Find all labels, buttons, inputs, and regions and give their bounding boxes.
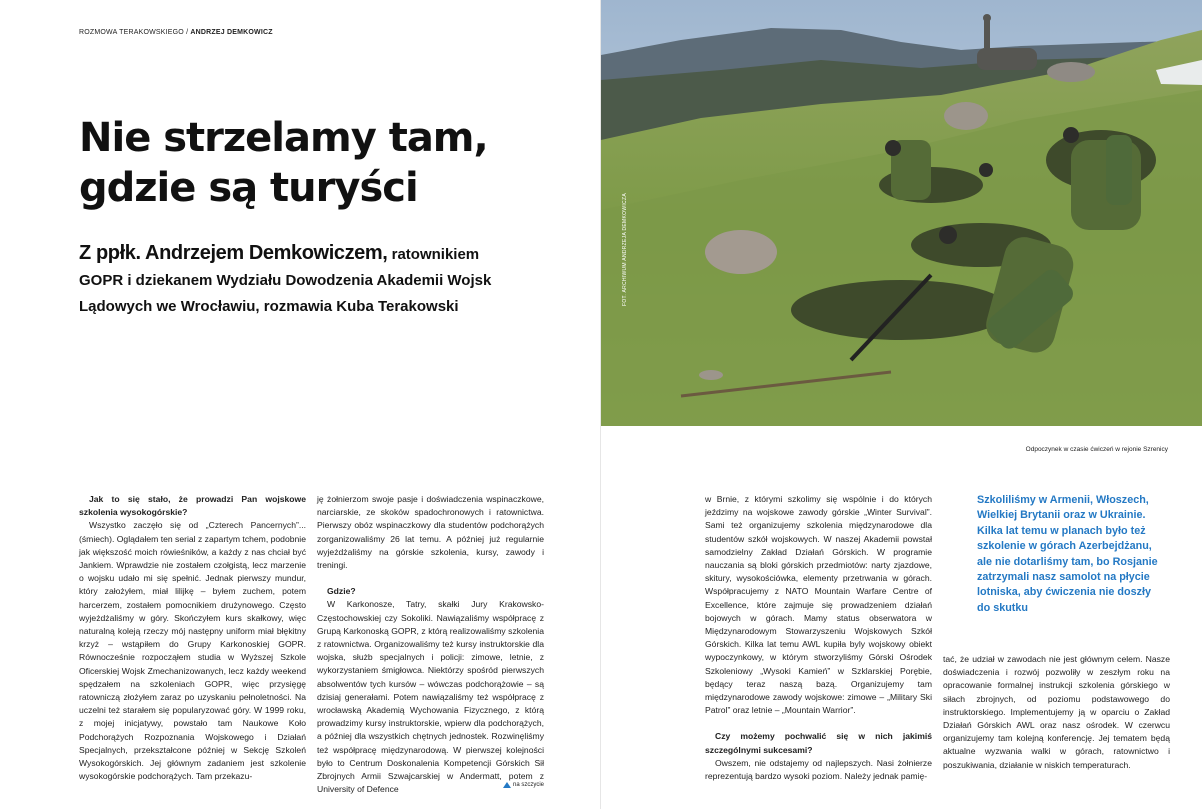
folio xyxy=(503,782,544,788)
text-column-3 xyxy=(705,493,932,783)
running-head xyxy=(79,29,273,36)
interview-question: Jak to się stało, że prowadzi Pan wojskowe szkolenia wysokogórskie? xyxy=(79,494,306,518)
article-photo xyxy=(601,0,1202,426)
interview-answer: Wszystko zaczęło się od „Czterech Pancernych”... (śmiech). Oglądałem ten serial z zapartym tchem, podobnie jak większość moich rówieśników, a każdy z nas chciał być Jankiem. Wprawdzie nie zostałem czołgistą, lecz marzenie o wojsku udało mi się spełnić. Jednak pierwszy mundur, który założyłem, miał lilijkę – byłem zuchem, potem harcerzem, zostałem pomocnikiem drużynowego. Często wyjeżdżaliśmy w góry. Skończyłem kurs skałkowy, więc naturalną koleją rzeczy mój następny uniform miał błękitny krzyż – wstąpiłem do Grupy Karkonoskiej GOPR. Równocześnie rozpocząłem studia w Wyższej Szkole Oficerskiej Wojsk Zmechanizowanych, lecz każdy weekend spędzałem na szkoleniach GOPR, więc przysięgę ratowniczą złożyłem zaraz po uzyskaniu pełnoletności. Na uczelni też starałem się popularyzować góry. W 1999 roku, z mojej inicjatywy, powstało tam Naukowe Koło Podchorążych Rozpoznania Wojskowego i Działań Specjalnych, przekształcone później w Sekcję Szkoleń Wysokogórskich. Jej głównym zadaniem jest szkolenie wysokogórskie podchorążych. Tam przekazu- xyxy=(79,520,306,782)
text-column-4 xyxy=(943,653,1170,772)
interview-question: Czy możemy pochwalić się w nich jakimiś szczególnymi sukcesami? xyxy=(705,731,932,755)
soldiers-resting-photo xyxy=(601,0,1202,426)
running-head-name: ANDRZEJ DEMKOWICZ xyxy=(190,29,273,36)
interview-answer: w Brnie, z którymi szkolimy się wspólnie i do których jeździmy na wojskowe zawody górskie „Winter Survival”. Sami też organizujemy szkolenia międzynarodowe dla studentów szkół wojskowych. W naszej Akademii powstał samodzielny Zakład Działań Górskich. W programie nauczania są bloki górskich przedmiotów: narty zjazdowe, skitury, wysokościówka, elementy przetrwania w górach. Współpracujemy z NATO Mountain Warfare Centre of Excellence, które zajmuje się prowadzeniem działań bojowych w górach. Mamy status obserwatora w Międzynarodowym Stowarzyszeniu Wojskowych Szkół Górskich. Kilka lat temu AWL kupiła byly wojskowy obiekt wypoczynkowy, w którym stworzyliśmy Górski Ośrodek Szkoleniowy „Wysoki Kamień” w Szklarskiej Porębie, będący teraz naszą bazą. Organizujemy tam międzynarodowe zawody wojskowe: zimowe – „Military Ski Patrol” oraz letnie – „Mountain Warrior”. xyxy=(705,494,932,716)
article-lead xyxy=(79,240,509,320)
folio-label: na szczycie xyxy=(513,782,545,788)
lead-rest: ratownikiem GOPR i dziekanem Wydziału Dowodzenia Akademii Wojsk Lądowych we Wrocławiu, rozmawia Kuba Terakowski xyxy=(79,246,492,315)
interview-answer: tać, że udział w zawodach nie jest głównym celem. Nasze doświadczenia i rozwój pozwoliły w zeszłym roku na opracowanie formalnej instrukcji szkolenia górskiego w siłach zbrojnych, od poziomu podstawowego do instruktorskiego. Implementujemy ją w oparciu o Zakład Działań Górskich AWL oraz nasz ośrodek. W czerwcu organizujemy tam kolejną konferencję. Jej tematem będą aktualne wyzwania walki w górach, ratownictwo i poszukiwania, działanie w niskich temperaturach. xyxy=(943,654,1170,770)
running-head-prefix: ROZMOWA TERAKOWSKIEGO / xyxy=(79,29,189,36)
mountain-icon xyxy=(503,782,511,788)
interview-answer: W Karkonosze, Tatry, skałki Jury Krakowsko-Częstochowskiej czy Sokoliki. Nawiązaliśmy współpracę z Grupą Karkonoską GOPR, z którą realizowaliśmy szkolenia z ratownictwa. Organizowaliśmy też kursy instruktorskie dla wojska, służb specjalnych i policji: zimowe, letnie, z wykorzystaniem śmigłowca. Niektórzy spośród pierwszych absolwentów tych kursów – wówczas podchorążowie – są dzisiaj generałami. Potem nawiązaliśmy też współpracę z wrocławską Akademią Wychowania Fizycznego, z którą prowadzimy kursy instruktorskie, wpierw dla podchorążych, a później dla wszystkich chętnych jednostek. Rozwinęliśmy też współpracę międzynarodową. W pierwszej kolejności było to Centrum Doskonalenia Kompetencji Górskich Sił Zbrojnych Armii Szwajcarskiej w Andermatt, potem z University of Defence xyxy=(317,599,544,795)
interview-answer: ję żołnierzom swoje pasje i doświadczenia wspinaczkowe, narciarskie, ze skoków spadochronowych i ratownictwa. Pierwszy obóz wspinaczkowy dla studentów podchorążych zorganizowaliśmy 26 lat temu. A później już regularnie wyjeżdżaliśmy na górskie szkolenia, kursy, zawody i treningi. xyxy=(317,494,544,571)
text-column-2 xyxy=(317,493,544,796)
photo-caption: Odpoczynek w czasie ćwiczeń w rejonie Szrenicy xyxy=(1025,446,1168,453)
interview-question: Gdzie? xyxy=(327,586,356,597)
pull-quote: Szkoliliśmy w Armenii, Włoszech, Wielkiej Brytanii oraz w Ukrainie. Kilka lat temu w planach było też szkolenie w górach Azerbejdżanu, ale nie dotarliśmy tam, bo Rosjanie zatrzymali nasz samolot na płycie lotniska, aby ćwiczenia nie doszły do skutku xyxy=(977,494,1158,614)
lead-strong: Z ppłk. Andrzejem Demkowiczem, xyxy=(79,242,388,264)
article-title: Nie strzelamy tam, gdzie są turyści xyxy=(79,115,488,211)
photo-credit: FOT. ARCHIWUM ANDRZEJA DEMKOWICZA xyxy=(622,193,628,306)
interview-answer: Owszem, nie odstajemy od najlepszych. Nasi żołnierze reprezentują bardzo wysoki poziom. Należy jednak pamię- xyxy=(705,757,932,782)
text-column-1 xyxy=(79,493,306,783)
